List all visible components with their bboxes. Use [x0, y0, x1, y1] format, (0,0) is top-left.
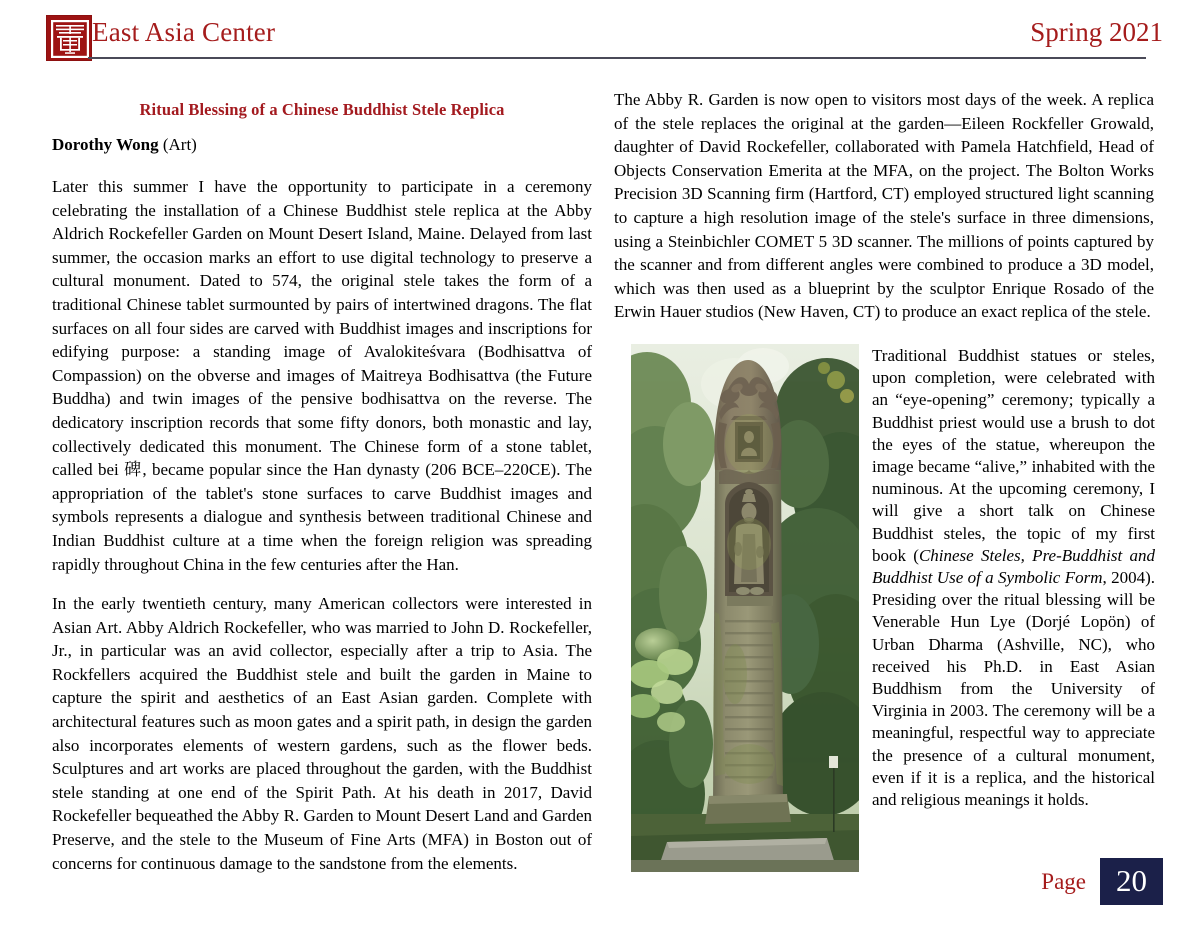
author-affiliation: (Art) [162, 135, 197, 154]
body-paragraph: In the early twentieth century, many American collectors were interested in Asian Art. Abby Aldrich Rockefeller, who was married to John D. Rockefeller, Jr., in particular was an avid collector, especially after a trip to Asia. The Rockfellers acquired the Buddhist stele and built the garden in Maine to capture the spirit and aesthetics of an East Asian garden. Complete with architectural features such as moon gates and a spirit path, in design the garden also incorporates elements of western gardens, such as the flower beds. Sculptures and art works are placed throughout the garden, with the Buddhist stele standing at one end of the Spirit Path. At his death in 2017, David Rockefeller bequeathed the Abby R. Garden to Mount Desert Land and Garden Preserve, and the stele to the Museum of Fine Arts (MFA) in Boston out of concerns for continuous damage to the sandstone from the elements. [52, 594, 592, 873]
article-title: Ritual Blessing of a Chinese Buddhist Stele Replica [139, 100, 505, 120]
page-number-badge: 20 [1100, 858, 1163, 905]
page-label: Page [1041, 868, 1086, 894]
east-asia-center-seal-icon [46, 15, 92, 61]
masthead-divider [88, 57, 1146, 59]
author-name: Dorothy Wong [52, 135, 159, 154]
masthead-title: East Asia Center [92, 17, 276, 47]
right-column-top [614, 88, 1154, 324]
body-paragraph: The Abby R. Garden is now open to visitors most days of the week. A replica of the stele replaces the original at the garden—Eileen Rockfeller Growald, daughter of David Rockefeller, collaborated with Pamela Hatchfield, Head of Objects Conservation Emerita at the MFA, on the project. The Bolton Works Precision 3D Scanning firm (Hartford, CT) employed structured light scanning to capture a high resolution image of the stele's surface in three dimensions, using a Steinbichler COMET 5 3D scanner. The millions of points captured by the scanner and from different angles were combined to produce a 3D model, which was then used as a blueprint by the sculptor Enrique Rosado of the Erwin Hauer studios (New Haven, CT) to produce an exact replica of the stele. [614, 90, 1154, 322]
left-column [52, 175, 592, 875]
book-title: Chinese Steles, Pre-Buddhist and Buddhist Use of a Symbolic Form [872, 545, 1155, 588]
body-paragraph [872, 345, 1155, 811]
narrow-text-part-2: , 2004). Presiding over the ritual blessing will be Venerable Hun Lye (Dorjé Lopön) of Urban Dharma (Ashville, NC), who received his Ph.D. in East Asian Buddhism from the University of Virginia in 2003. The ceremony will be a meaningful, respectful way to appreciate the presence of a cultural monument, even if it is a replica, and the historical and religious meanings it holds. [872, 568, 1155, 810]
page-footer [1041, 858, 1163, 905]
body-paragraph: Later this summer I have the opportunity to participate in a ceremony celebrating the installation of a Chinese Buddhist stele replica at the Abby Aldrich Rockefeller Garden on Mount Desert Island, Maine. Delayed from last summer, the occasion marks an effort to use digital technology to preserve a cultural monument. Dated to 574, the original stele takes the form of a traditional Chinese tablet surmounted by pairs of intertwined dragons. The flat surfaces on all four sides are carved with Buddhist images and inscriptions for edifying purpose: a standing image of Avalokiteśvara (Bodhisattva of Compassion) on the obverse and images of Maitreya Bodhisattva (the Future Buddha) and twin images of the pensive bodhisattva on the reverse. The dedicatory inscription records that some fifty donors, both monastic and lay, collectively dedicated this monument. The Chinese form of a stone tablet, called bei 碑, became popular since the Han dynasty (206 BCE–220CE). The appropriation of the tablet's stone surfaces to carve Buddhist images and symbols represents a dialogue and synthesis between traditional Chinese and Indian Buddhist culture at a time when the foreign religion was spreading rapidly throughout China in the few centuries after the Han. [52, 177, 592, 574]
narrow-text-part-1: Traditional Buddhist statues or steles, upon completion, were celebrated with an “eye-opening” ceremony; typically a Buddhist priest would use a brush to dot the eyes of the statue, whereupon the image became “alive,” inhabited with the numinous. At the upcoming ceremony, I will give a short talk on Chinese Buddhist steles, the topic of my first book ( [872, 346, 1155, 565]
page-header [0, 0, 1200, 72]
masthead-issue: Spring 2021 [1030, 17, 1163, 47]
stele-photograph [631, 344, 859, 872]
article-byline [52, 135, 592, 155]
right-column-narrow [872, 345, 1155, 811]
